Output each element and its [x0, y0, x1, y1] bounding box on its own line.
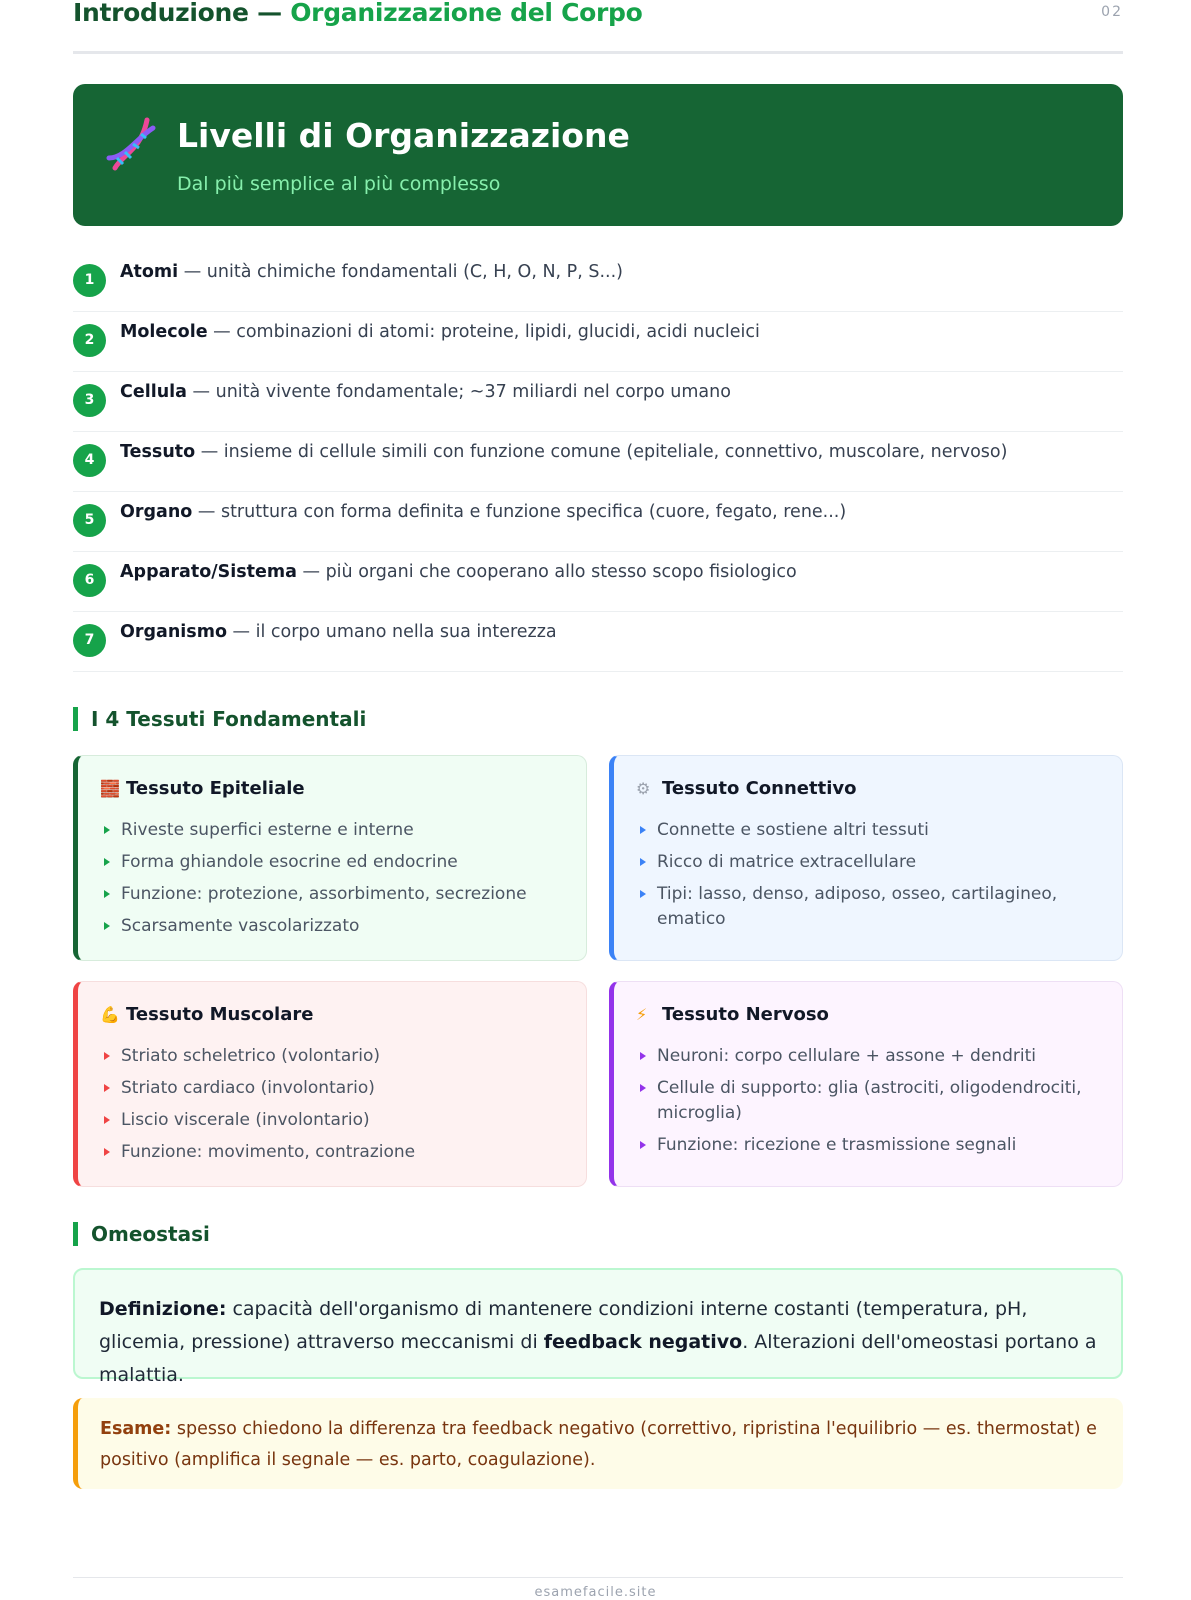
brick-icon: 🧱 [100, 779, 120, 798]
level-term: Molecole [120, 322, 208, 342]
list-item [73, 252, 1123, 312]
flexed-bicep-icon: 💪 [100, 1005, 120, 1024]
hero-title: Livelli di Organizzazione [177, 116, 630, 155]
card-bullet-list [636, 1044, 1092, 1165]
step-number-badge: 3 [73, 384, 106, 417]
definition-text-end: . Alterazioni dell'omeostasi portano a malattia. [99, 1331, 1097, 1386]
title-main: Introduzione — [73, 0, 291, 27]
definition-box [73, 1268, 1123, 1386]
card-epithelial-tissue [73, 755, 587, 961]
step-number-badge: 7 [73, 624, 106, 657]
page-number: 02 [1101, 4, 1123, 20]
level-term: Organismo [120, 622, 227, 642]
step-number-badge: 6 [73, 564, 106, 597]
level-description: — più organi che cooperano allo stesso scopo fisiologico [296, 562, 797, 582]
step-number-badge: 1 [73, 264, 106, 297]
title-accent: Organizzazione del Corpo [290, 0, 643, 27]
card-title: Tessuto Muscolare [126, 1004, 314, 1025]
card-bullet-list [636, 818, 1092, 939]
gear-icon: ⚙ [636, 779, 651, 798]
list-item: Funzione: protezione, assorbimento, secrezione [100, 882, 556, 907]
level-term: Tessuto [120, 442, 196, 462]
list-item: Funzione: ricezione e trasmissione segnali [636, 1133, 1092, 1158]
definition-label: Definizione: [99, 1298, 227, 1320]
level-description: — unità chimiche fondamentali (C, H, O, N, P, S...) [178, 262, 623, 282]
card-bullet-list [100, 1044, 556, 1172]
list-item: Scarsamente vascolarizzato [100, 914, 556, 939]
card-bullet-list [100, 818, 556, 946]
card-title: Tessuto Epiteliale [126, 778, 305, 799]
card-title: Tessuto Nervoso [662, 1004, 829, 1025]
exam-tip-box [73, 1398, 1123, 1489]
list-item: Forma ghiandole esocrine ed endocrine [100, 850, 556, 875]
list-item [73, 492, 1123, 552]
level-term: Atomi [120, 262, 179, 282]
list-item: Cellule di supporto: glia (astrociti, oligodendrociti, microglia) [636, 1076, 1092, 1126]
level-term: Apparato/Sistema [120, 562, 297, 582]
hero-banner [73, 84, 1123, 226]
list-item: Riveste superfici esterne e interne [100, 818, 556, 843]
level-description: — unità vivente fondamentale; ~37 miliardi nel corpo umano [186, 382, 731, 402]
list-item: Striato scheletrico (volontario) [100, 1044, 556, 1069]
definition-text: capacità dell'organismo di mantenere condizioni interne costanti (temperatura, pH, glicemia, pressione) attraverso meccanismi di [99, 1298, 1028, 1353]
level-description: — insieme di cellule simili con funzione comune (epiteliale, connettivo, muscolare, nervoso) [195, 442, 1008, 462]
list-item [73, 612, 1123, 672]
list-item [73, 372, 1123, 432]
hero-subtitle: Dal più semplice al più complesso [177, 173, 501, 195]
list-item: Tipi: lasso, denso, adiposo, osseo, cartilagineo, ematico [636, 882, 1092, 932]
definition-emphasis: feedback negativo [543, 1331, 743, 1353]
level-description: — il corpo umano nella sua interezza [226, 622, 557, 642]
list-item [73, 432, 1123, 492]
exam-label: Esame: [100, 1419, 172, 1439]
list-item [73, 312, 1123, 372]
list-item: Funzione: movimento, contrazione [100, 1140, 556, 1165]
step-number-badge: 4 [73, 444, 106, 477]
footer-divider [73, 1577, 1123, 1578]
dna-icon [101, 114, 161, 174]
list-item: Striato cardiaco (involontario) [100, 1076, 556, 1101]
card-title: Tessuto Connettivo [662, 778, 857, 799]
level-term: Cellula [120, 382, 187, 402]
section-heading-homeostasis: Omeostasi [73, 1222, 210, 1246]
card-nervous-tissue [609, 981, 1123, 1187]
step-number-badge: 2 [73, 324, 106, 357]
level-description: — combinazioni di atomi: proteine, lipidi, glucidi, acidi nucleici [207, 322, 760, 342]
list-item: Ricco di matrice extracellulare [636, 850, 1092, 875]
section-heading-tissues: I 4 Tessuti Fondamentali [73, 707, 366, 731]
level-description: — struttura con forma definita e funzione specifica (cuore, fegato, rene...) [192, 502, 847, 522]
level-term: Organo [120, 502, 193, 522]
card-muscle-tissue [73, 981, 587, 1187]
exam-text: spesso chiedono la differenza tra feedback negativo (correttivo, ripristina l'equilibrio — es. thermostat) e positivo (amplifica il segnale — es. parto, coagulazione). [100, 1419, 1097, 1470]
step-number-badge: 5 [73, 504, 106, 537]
page-title [73, 0, 643, 27]
footer-site: esamefacile.site [534, 1585, 657, 1600]
organization-levels-list [73, 252, 1123, 672]
card-connective-tissue [609, 755, 1123, 961]
list-item: Liscio viscerale (involontario) [100, 1108, 556, 1133]
lightning-icon: ⚡ [636, 1005, 648, 1024]
list-item: Neuroni: corpo cellulare + assone + dendriti [636, 1044, 1092, 1069]
list-item [73, 552, 1123, 612]
list-item: Connette e sostiene altri tessuti [636, 818, 1092, 843]
page-header [73, 0, 1123, 54]
